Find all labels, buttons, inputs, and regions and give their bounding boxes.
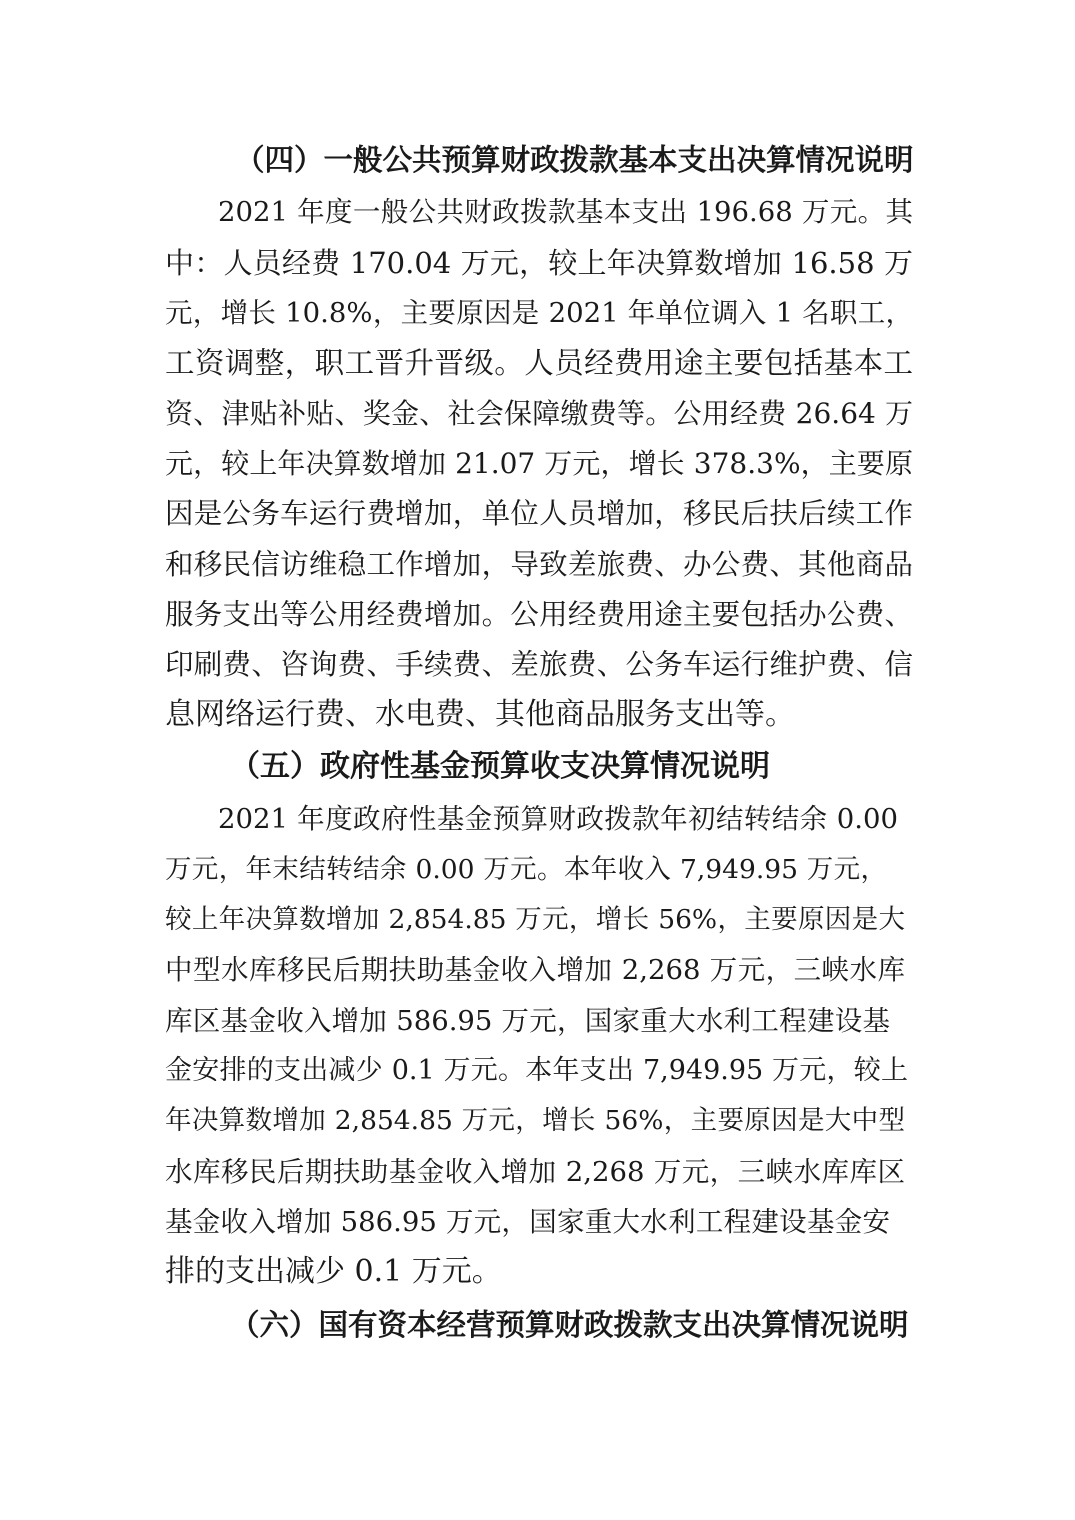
section-heading-6: （六）国有资本经营预算财政拨款支出决算情况说明 (230, 1307, 909, 1342)
paragraph-line: 2021 年度一般公共财政拨款基本支出 196.68 万元。其 (218, 196, 913, 228)
paragraph-line: 排的支出减少 0.1 万元。 (165, 1254, 502, 1289)
paragraph-line: 中：人员经费 170.04 万元，较上年决算数增加 16.58 万 (165, 246, 913, 280)
paragraph-line: 因是公务车运行费增加，单位人员增加，移民后扶后续工作 (165, 497, 913, 530)
paragraph-line: 息网络运行费、水电费、其他商品服务支出等。 (165, 697, 795, 732)
paragraph-line: 万元，年末结转结余 0.00 万元。本年收入 7,949.95 万元， (165, 854, 887, 885)
paragraph-line: 年决算数增加 2,854.85 万元，增长 56%，主要原因是大中型 (165, 1105, 905, 1136)
paragraph-line: 资、津贴补贴、奖金、社会保障缴费等。公用经费 26.64 万 (165, 397, 913, 430)
paragraph-line: 服务支出等公用经费增加。公用经费用途主要包括办公费、 (165, 598, 913, 631)
paragraph-line: 较上年决算数增加 2,854.85 万元，增长 56%，主要原因是大 (165, 904, 905, 935)
paragraph-line: 元，较上年决算数增加 21.07 万元，增长 378.3%，主要原 (165, 447, 913, 480)
paragraph-line: 元，增长 10.8%，主要原因是 2021 年单位调入 1 名职工， (165, 297, 913, 329)
section-heading-5: （五）政府性基金预算收支决算情况说明 (230, 749, 770, 784)
paragraph-line: 工资调整，职工晋升晋级。人员经费用途主要包括基本工 (165, 346, 913, 380)
paragraph-line: 基金收入增加 586.95 万元，国家重大水利工程建设基金安 (165, 1206, 890, 1238)
paragraph-line: 库区基金收入增加 586.95 万元，国家重大水利工程建设基 (165, 1005, 890, 1037)
paragraph-line: 印刷费、咨询费、手续费、差旅费、公务车运行维护费、信 (165, 648, 913, 681)
paragraph-line: 金安排的支出减少 0.1 万元。本年支出 7,949.95 万元，较上 (165, 1055, 908, 1086)
paragraph-line: 和移民信访维稳工作增加，导致差旅费、办公费、其他商品 (165, 548, 913, 581)
paragraph-line: 2021 年度政府性基金预算财政拨款年初结转结余 0.00 (218, 803, 898, 835)
paragraph-line: 水库移民后期扶助基金收入增加 2,268 万元，三峡水库库区 (165, 1156, 905, 1188)
section-heading-4: （四）一般公共预算财政拨款基本支出决算情况说明 (235, 142, 914, 177)
paragraph-line: 中型水库移民后期扶助基金收入增加 2,268 万元，三峡水库 (165, 954, 905, 986)
